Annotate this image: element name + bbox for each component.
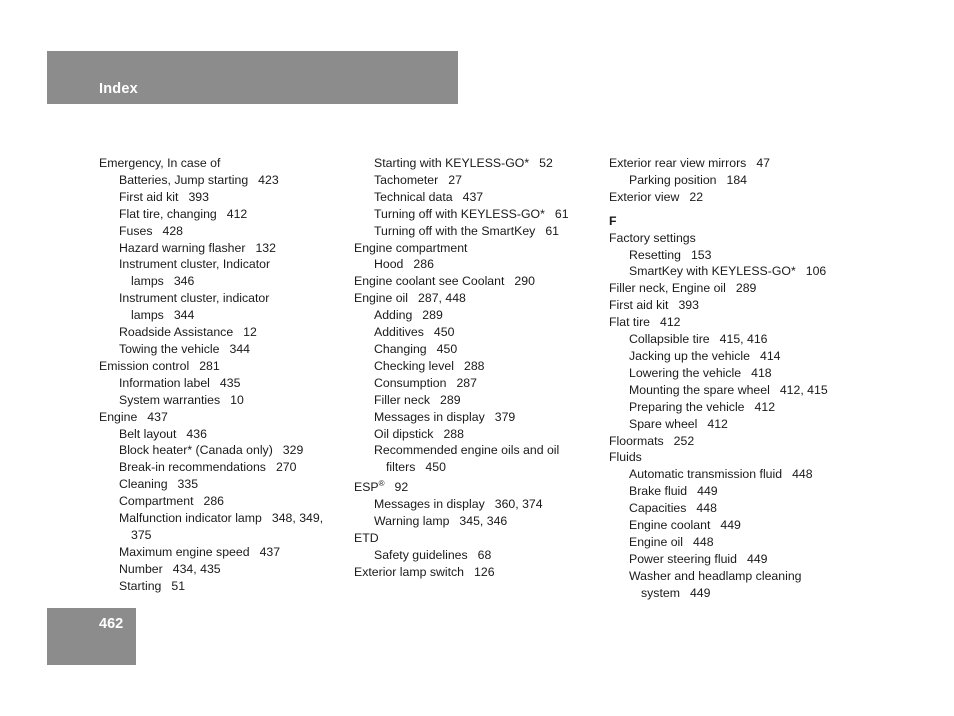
entry-page-ref: 415, 416 [719,332,768,347]
entry-term: Power steering fluid [629,551,737,566]
entry-term: Exterior view [609,189,680,204]
entry-page-ref: 449 [720,518,741,533]
entry-term: Factory settings [609,230,696,245]
entry-page-ref: 449 [689,585,711,600]
index-entry [99,493,349,510]
entry-term: Information label [119,375,210,390]
entry-term: System warranties [119,392,221,407]
entry-page-ref: 448 [693,534,714,549]
entry-term: Number [119,561,163,576]
index-entry [354,547,604,564]
entry-term: 375 [131,527,152,542]
index-entry [99,544,349,561]
entry-term: Messages in display [374,497,485,512]
entry-term: lamps [131,308,164,323]
entry-term: Fuses [119,223,153,238]
entry-term: Resetting [629,247,681,262]
entry-term: Filler neck [374,392,431,407]
index-entry [99,459,349,476]
index-entry [609,189,839,206]
index-entry [354,358,604,375]
entry-term: Roadside Assistance [119,325,234,340]
entry-page-ref: 412, 415 [779,382,828,397]
entry-page-ref: 450 [436,341,458,356]
index-entry [99,189,349,206]
page-number: 462 [99,616,124,632]
index-entry [99,223,349,240]
index-entry [609,230,839,247]
entry-page-ref: 435 [219,375,241,390]
entry-term: Mounting the spare wheel [629,382,770,397]
index-column-2 [354,155,604,581]
entry-page-ref: 449 [747,551,768,566]
entry-page-ref: 52 [539,156,553,170]
entry-page-ref: 348, 349, [271,511,324,526]
entry-page-ref: 92 [394,480,409,495]
entry-page-ref: 289 [440,392,461,407]
entry-term: Engine coolant see Coolant [354,274,505,289]
index-entry [354,273,604,290]
entry-term: Break-in recommendations [119,460,266,475]
entry-page-ref: 288 [463,358,485,373]
index-entry [354,513,604,530]
entry-page-ref: 286 [413,257,434,272]
index-entry [99,409,349,426]
index-entry [354,324,604,341]
entry-page-ref: 450 [425,460,446,475]
entry-page-ref: 289 [422,308,443,323]
index-entry [609,433,839,450]
index-entry [354,459,604,476]
index-entry [99,561,349,578]
entry-term: Recommended engine oils and oil [374,443,560,458]
entry-page-ref: 412 [226,206,248,221]
entry-term: Cleaning [119,477,168,492]
index-entry [99,476,349,493]
entry-term: Technical data [374,189,453,204]
entry-term: Changing [374,341,427,356]
entry-page-ref: 184 [726,172,748,187]
index-column-1 [99,155,349,595]
index-entry [99,290,349,307]
entry-page-ref: 412 [754,399,776,414]
index-entry [354,189,604,206]
index-entry [99,578,349,595]
entry-term: ESP® [354,479,385,495]
entry-term: Instrument cluster, indicator [119,291,270,306]
entry-term: Oil dipstick [374,426,434,441]
entry-page-ref: 281 [199,358,220,373]
entry-page-ref: 288 [443,426,464,441]
index-entry [99,341,349,358]
index-entry [609,449,839,466]
entry-page-ref: 344 [173,308,195,323]
entry-term: First aid kit [119,189,179,204]
index-entry [354,240,604,257]
index-entry [99,442,349,459]
entry-term: Lowering the vehicle [629,365,742,380]
index-entry [354,290,604,307]
index-entry [99,240,349,257]
index-entry [99,392,349,409]
index-entry [354,206,604,223]
index-entry [99,206,349,223]
entry-page-ref: 287 [456,375,477,390]
entry-page-ref: 437 [259,544,281,559]
entry-term: F [609,213,617,228]
index-entry [609,500,839,517]
entry-term: First aid kit [609,298,669,313]
entry-term: Collapsible tire [629,332,710,347]
index-entry [99,375,349,392]
entry-term: Starting [119,578,162,593]
entry-page-ref: 329 [282,443,304,458]
entry-term: Checking level [374,358,454,373]
entry-term: Tachometer [374,172,439,187]
entry-term: Turning off with the SmartKey [374,223,536,238]
entry-page-ref: 423 [258,172,279,187]
entry-term: Consumption [374,375,447,390]
index-entry [609,585,839,602]
entry-term: Brake fluid [629,484,688,499]
entry-page-ref: 289 [735,281,757,296]
index-entry [354,307,604,324]
entry-page-ref: 448 [696,501,717,516]
page-number-tab [47,608,136,665]
index-entry [354,341,604,358]
index-entry [609,172,839,189]
entry-term: system [641,585,680,600]
entry-term: Hood [374,257,404,272]
entry-page-ref: 290 [514,274,535,289]
entry-page-ref: 379 [494,409,516,424]
index-header-bar [47,51,458,104]
index-entry [99,426,349,443]
entry-term: Washer and headlamp cleaning [629,568,802,583]
index-entry [609,483,839,500]
entry-page-ref: 346 [173,274,195,289]
index-entry [609,331,839,348]
entry-term: filters [386,460,416,475]
entry-term: Hazard warning flasher [119,240,246,255]
entry-page-ref: 61 [545,223,559,238]
entry-term: Engine oil [354,291,409,306]
index-entry [609,466,839,483]
entry-page-ref: 428 [162,223,184,238]
index-entry [609,155,839,172]
entry-page-ref: 436 [186,426,207,441]
entry-page-ref: 450 [433,325,455,340]
entry-page-ref: 270 [275,460,297,475]
index-entry [609,348,839,365]
entry-term: Maximum engine speed [119,544,250,559]
index-entry [609,263,839,280]
entry-term: ETD [354,531,379,546]
index-entry [609,297,839,314]
index-entry [609,382,839,399]
index-entry [354,392,604,409]
index-entry [99,273,349,290]
entry-page-ref: 360, 374 [494,497,543,512]
entry-term: Malfunction indicator lamp [119,511,262,526]
entry-term: Engine oil [629,534,684,549]
index-letter-heading [609,213,839,230]
entry-term: Flat tire [609,315,650,330]
entry-page-ref: 448 [792,467,813,482]
index-entry [354,496,604,513]
index-entry [354,223,604,240]
entry-page-ref: 22 [689,189,704,204]
entry-page-ref: 437 [147,409,168,424]
entry-term: SmartKey with KEYLESS-GO* [629,264,796,279]
entry-term: Turning off with KEYLESS-GO* [374,206,545,221]
entry-term: Instrument cluster, Indicator [119,257,271,272]
index-entry [99,307,349,324]
index-entry [354,530,604,547]
entry-page-ref: 393 [188,189,209,204]
index-entry [609,568,839,585]
entry-page-ref: 286 [203,494,225,509]
entry-page-ref: 434, 435 [172,561,221,576]
index-entry [609,314,839,331]
index-column-3 [609,155,839,602]
entry-page-ref: 393 [678,298,699,313]
index-entry [354,476,604,496]
entry-term: Messages in display [374,409,485,424]
index-entry [354,564,604,581]
entry-term: Warning lamp [374,514,450,529]
entry-term: Floormats [609,433,664,448]
entry-page-ref: 412 [660,315,681,330]
entry-term: lamps [131,274,164,289]
entry-term: Engine coolant [629,518,711,533]
entry-term: Filler neck, Engine oil [609,281,726,296]
index-entry [609,551,839,568]
entry-term: Engine compartment [354,240,468,255]
entry-term: Adding [374,308,413,323]
entry-page-ref: 414 [760,348,781,363]
index-entry [354,375,604,392]
entry-term: Emission control [99,358,190,373]
index-entry [609,365,839,382]
entry-page-ref: 344 [229,341,251,356]
entry-page-ref: 106 [805,264,827,279]
index-entry [99,172,349,189]
entry-page-ref: 287, 448 [418,291,466,306]
entry-term: Compartment [119,494,194,509]
entry-term: Emergency, In case of [99,156,221,170]
entry-term: Exterior lamp switch [354,564,465,579]
index-entry [609,280,839,297]
entry-page-ref: 132 [255,240,276,255]
entry-term: Flat tire, changing [119,206,217,221]
entry-page-ref: 449 [697,484,718,499]
entry-term: Spare wheel [629,416,698,431]
entry-term: Preparing the vehicle [629,399,745,414]
entry-term: Belt layout [119,426,177,441]
entry-page-ref: 252 [673,433,695,448]
index-entry [354,172,604,189]
entry-term: Block heater* (Canada only) [119,443,273,458]
entry-term: Additives [374,325,424,340]
entry-page-ref: 12 [243,325,257,340]
entry-term: Safety guidelines [374,547,468,562]
entry-page-ref: 412 [707,416,728,431]
entry-term: Automatic transmission fluid [629,467,783,482]
index-entry [354,256,604,273]
entry-page-ref: 47 [756,156,771,170]
index-entry [354,409,604,426]
index-entry [99,358,349,375]
entry-term: Batteries, Jump starting [119,172,249,187]
index-entry [354,426,604,443]
index-entry [609,399,839,416]
entry-term: Towing the vehicle [119,341,220,356]
entry-page-ref: 335 [177,477,199,492]
entry-page-ref: 27 [448,172,462,187]
entry-term: Fluids [609,450,642,465]
index-entry [609,534,839,551]
index-entry [354,442,604,459]
entry-page-ref: 68 [477,547,492,562]
index-entry [99,155,349,172]
index-entry [609,247,839,264]
index-entry [99,510,349,527]
index-entry [99,256,349,273]
index-entry [354,155,604,172]
index-entry [99,324,349,341]
entry-page-ref: 51 [171,578,186,593]
entry-term: Starting with KEYLESS-GO* [374,156,530,170]
index-entry [99,527,349,544]
page-title: Index [99,81,138,97]
entry-page-ref: 61 [554,206,569,221]
entry-page-ref: 126 [474,564,495,579]
entry-page-ref: 153 [690,247,712,262]
entry-page-ref: 418 [751,365,772,380]
entry-page-ref: 10 [230,392,244,407]
entry-term: Jacking up the vehicle [629,348,750,363]
entry-term: Capacities [629,501,687,516]
index-entry [609,517,839,534]
entry-term: Engine [99,409,138,424]
entry-page-ref: 437 [462,189,484,204]
entry-term: Parking position [629,172,717,187]
index-entry [609,416,839,433]
entry-page-ref: 345, 346 [459,514,508,529]
entry-term: Exterior rear view mirrors [609,156,747,170]
